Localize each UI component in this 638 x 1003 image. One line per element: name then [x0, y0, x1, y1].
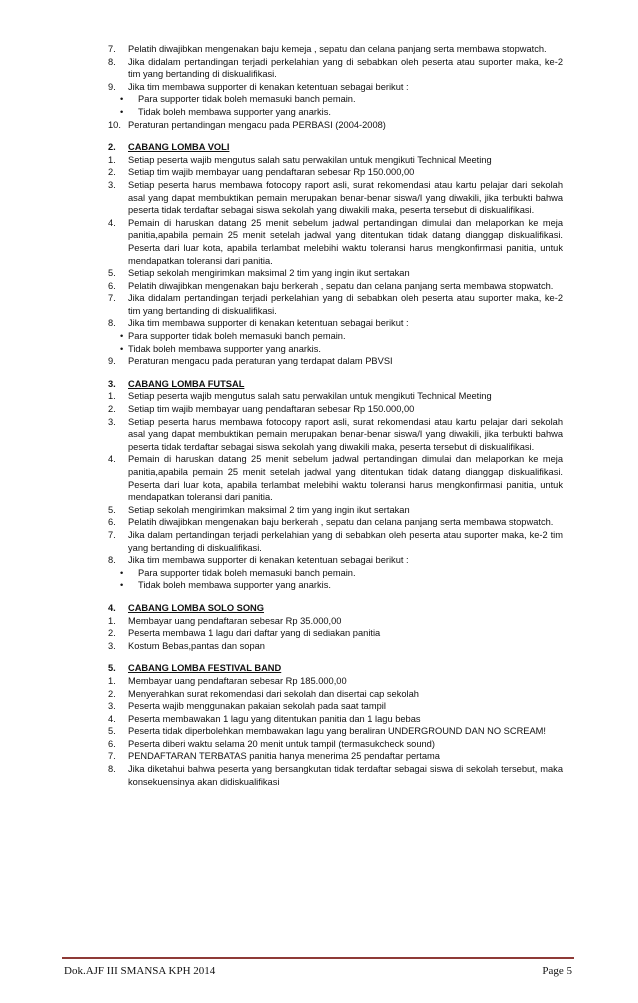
rule-number: 7. — [108, 44, 116, 54]
section-heading — [108, 662, 563, 675]
rule-list — [108, 675, 563, 788]
bullet-item — [120, 579, 563, 592]
rule-list — [108, 390, 563, 592]
rule-text: Jika didalam pertandingan terjadi perkelahian yang di sebabkan oleh peserta atau suporter maka, ke-2 tim yang bertanding di diskualifikasi. — [128, 293, 563, 316]
rule-item — [108, 154, 563, 167]
bullet-dot-icon: • — [120, 567, 124, 578]
section-title: CABANG LOMBA SOLO SONG — [128, 602, 265, 613]
rule-text: Menyerahkan surat rekomendasi dari sekolah dan disertai cap sekolah — [128, 688, 419, 699]
section-number: 4. — [108, 602, 116, 613]
rule-item — [108, 317, 563, 330]
section-2 — [108, 378, 563, 592]
footer-document-label: Dok.AJF III SMANSA KPH 2014 — [64, 965, 216, 977]
rule-item — [108, 43, 563, 56]
rule-item — [108, 738, 563, 751]
rule-number: 9. — [108, 81, 116, 92]
rule-text: Kostum Bebas,pantas dan sopan — [128, 640, 265, 651]
rule-text: Jika dalam pertandingan terjadi perkelahian yang di sebabkan oleh peserta atau suporter maka, ke-2 tim yang bertanding di diskualifikasi. — [128, 529, 563, 553]
rule-number: 9. — [108, 356, 116, 367]
rule-text: PENDAFTARAN TERBATAS panitia hanya menerima 25 pendaftar pertama — [128, 751, 440, 762]
rule-item — [108, 166, 563, 179]
rule-text: Setiap sekolah mengirimkan maksimal 2 tim yang ingin ikut sertakan — [128, 504, 410, 515]
rule-item — [108, 675, 563, 688]
bullet-text: Tidak boleh membawa supporter yang anarkis. — [138, 580, 331, 591]
bullet-item — [120, 93, 563, 106]
footer-rule — [62, 957, 574, 959]
bullet-item — [120, 567, 563, 580]
rule-item — [108, 416, 563, 454]
section-heading — [108, 141, 563, 154]
rule-item — [108, 355, 563, 368]
bullet-text: Para supporter tidak boleh memasuki banch pemain. — [128, 331, 346, 342]
rule-item — [108, 217, 563, 267]
rule-number: 3. — [108, 416, 116, 427]
rule-number: 7. — [108, 529, 116, 540]
rule-number: 1. — [108, 391, 116, 402]
rule-number: 10. — [108, 119, 121, 130]
rule-text: Peserta membawakan 1 lagu yang ditentukan panitia dan 1 lagu bebas — [128, 713, 421, 724]
rule-item — [108, 179, 563, 217]
section-number: 3. — [108, 378, 116, 389]
section-number: 5. — [108, 663, 116, 674]
rule-item — [108, 688, 563, 701]
rule-number: 7. — [108, 293, 116, 304]
rule-text: Setiap sekolah mengirimkan maksimal 2 tim yang ingin ikut sertakan — [128, 268, 410, 279]
rule-number: 6. — [108, 738, 116, 749]
rule-text: Setiap tim wajib membayar uang pendaftaran sebesar Rp 150.000,00 — [128, 167, 415, 178]
rule-item — [108, 750, 563, 763]
bullet-dot-icon: • — [120, 94, 124, 105]
rule-number: 1. — [108, 675, 116, 686]
rule-text: Peserta wajib menggunakan pakaian sekolah pada saat tampil — [128, 701, 386, 712]
rule-item — [108, 280, 563, 293]
rule-number: 1. — [108, 154, 116, 165]
rule-text: Setiap peserta harus membawa fotocopy raport asli, surat rekomendasi atau kartu pelajar dari sekolah asal yang dapat membuktikan pemain merupakan benar-benar siswa/I yang diwakili, jika terbukti bahwa peserta tidak terdaftar sebagai siswa sekolah yang diwakili maka, peserta tersebut di diskualifikasi. — [128, 179, 563, 216]
section-3 — [108, 602, 563, 652]
rule-text: Peraturan pertandingan mengacu pada PERBASI (2004-2008) — [128, 119, 386, 130]
rule-list — [108, 43, 563, 131]
section-title: CABANG LOMBA FUTSAL — [128, 378, 245, 389]
rule-number: 2. — [108, 404, 116, 415]
rule-item — [108, 267, 563, 280]
bullet-item — [120, 106, 563, 119]
rule-item — [108, 725, 563, 738]
rule-list — [108, 615, 563, 653]
bullet-dot-icon: • — [120, 343, 124, 354]
rule-text: Setiap peserta wajib mengutus salah satu perwakilan untuk mengikuti Technical Meeting — [128, 154, 492, 165]
section-number: 2. — [108, 142, 116, 153]
section-4 — [108, 662, 563, 788]
rule-text: Peserta tidak diperbolehkan membawakan lagu yang beraliran UNDERGROUND DAN NO SCREAM! — [128, 726, 547, 737]
rule-item — [108, 504, 563, 517]
bullet-dot-icon: • — [120, 331, 124, 342]
rule-item — [108, 554, 563, 567]
rule-text: Jika diketahui bahwa peserta yang bersangkutan tidak terdaftar sebagai siswa di sekolah tersebut, maka konsekuensinya akan didiskualifikasi — [128, 764, 563, 787]
rule-text: Setiap peserta harus membawa fotocopy raport asli, surat rekomendasi atau kartu pelajar dari sekolah asal yang dapat membuktikan pemain merupakan benar-benar siswa/I yang diwakili, jika terbukti bahwa peserta tidak terdaftar sebagai siswa sekolah yang diwakili maka, peserta tersebut di diskualifikasi. — [128, 416, 563, 452]
footer-page-number: Page 5 — [542, 965, 572, 977]
rule-number: 8. — [108, 318, 116, 329]
rule-item — [108, 763, 563, 788]
rule-number: 5. — [108, 726, 116, 737]
rule-text: Membayar uang pendaftaran sebesar Rp 185.000,00 — [128, 675, 347, 686]
bullet-text: Tidak boleh membawa supporter yang anarkis. — [138, 106, 331, 117]
section-0 — [108, 43, 563, 131]
rule-text: Setiap peserta wajib mengutus salah satu perwakilan untuk mengikuti Technical Meeting — [128, 391, 492, 402]
rule-item — [108, 292, 563, 317]
rule-item — [108, 627, 563, 640]
section-heading — [108, 378, 563, 391]
rule-text: Peserta diberi waktu selama 20 menit untuk tampil (termasukcheck sound) — [128, 738, 435, 749]
bullet-dot-icon: • — [120, 106, 124, 117]
bullet-text: Para supporter tidak boleh memasuki banch pemain. — [138, 567, 356, 578]
rule-number: 3. — [108, 179, 116, 190]
rule-number: 4. — [108, 217, 116, 228]
rule-text: Jika tim membawa supporter di kenakan ketentuan sebagai berikut : — [128, 318, 409, 329]
rule-item — [108, 516, 563, 529]
rule-number: 2. — [108, 688, 116, 699]
rule-item — [108, 640, 563, 653]
section-title: CABANG LOMBA FESTIVAL BAND — [128, 663, 282, 674]
document-body — [108, 43, 563, 788]
rule-number: 2. — [108, 628, 116, 639]
rule-text: Pemain di haruskan datang 25 menit sebelum jadwal pertandingan dimulai dan melaporkan ke meja panitia,apabila pemain 25 menit setelah jadwal yang ditentukan tidak datang dianggap diskualifikasi. Peserta dari luar kota, apabila terlambat melebihi waktu toleransi harus mengkonfirmasi panitia, untuk mendapatkan toleransi dari panitia. — [128, 454, 563, 503]
rule-number: 5. — [108, 504, 116, 515]
section-title: CABANG LOMBA VOLI — [128, 142, 230, 153]
rule-item — [108, 81, 563, 94]
rule-text: Peraturan mengacu pada peraturan yang terdapat dalam PBVSI — [128, 356, 393, 367]
bullet-item — [120, 343, 563, 356]
rule-number: 8. — [108, 56, 116, 67]
bullet-text: Tidak boleh membawa supporter yang anarkis. — [128, 343, 321, 354]
rule-text: Setiap tim wajib membayar uang pendaftaran sebesar Rp 150.000,00 — [128, 404, 415, 415]
rule-text: Jika tim membawa supporter di kenakan ketentuan sebagai berikut : — [128, 81, 409, 92]
rule-number: 3. — [108, 701, 116, 712]
rule-text: Pelatih diwajibkan mengenakan baju berkerah , sepatu dan celana panjang serta membawa stopwatch. — [128, 517, 554, 528]
rule-number: 2. — [108, 167, 116, 178]
rule-text: Jika didalam pertandingan terjadi perkelahian yang di sebabkan oleh peserta atau suporter maka, ke-2 tim yang bertanding di diskualifikasi. — [128, 56, 563, 80]
rule-text: Jika tim membawa supporter di kenakan ketentuan sebagai berikut : — [128, 555, 409, 566]
rule-number: 7. — [108, 751, 116, 762]
rule-item — [108, 453, 563, 503]
rule-text: Pelatih diwajibkan mengenakan baju berkerah , sepatu dan celana panjang serta membawa stopwatch. — [128, 280, 554, 291]
rule-item — [108, 403, 563, 416]
rule-list — [108, 154, 563, 368]
rule-item — [108, 700, 563, 713]
rule-item — [108, 390, 563, 403]
bullet-item — [120, 330, 563, 343]
rule-text: Pemain di haruskan datang 25 menit sebelum jadwal pertandingan dimulai dan melaporkan ke meja panitia,apabila pemain 25 menit setelah jadwal yang ditentukan tidak datang dianggap diskualifikasi. Peserta dari luar kota, apabila terlambat melebihi waktu toleransi harus mengkonfirmasi panitia, untuk mendapatkan toleransi dari panitia. — [128, 217, 563, 266]
rule-text: Membayar uang pendaftaran sebesar Rp 35.000,00 — [128, 615, 342, 626]
rule-number: 5. — [108, 268, 116, 279]
rule-number: 1. — [108, 615, 116, 626]
rule-number: 3. — [108, 640, 116, 651]
rule-number: 8. — [108, 764, 116, 775]
rule-number: 4. — [108, 454, 116, 465]
rule-text: Pelatih diwajibkan mengenakan baju kemeja , sepatu dan celana panjang serta membawa stopwatch. — [128, 44, 547, 54]
section-1 — [108, 141, 563, 368]
rule-number: 8. — [108, 555, 116, 566]
rule-number: 4. — [108, 713, 116, 724]
bullet-text: Para supporter tidak boleh memasuki banch pemain. — [138, 94, 356, 105]
rule-number: 6. — [108, 517, 116, 528]
rule-item — [108, 56, 563, 81]
rule-item — [108, 713, 563, 726]
bullet-dot-icon: • — [120, 580, 124, 591]
section-heading — [108, 602, 563, 615]
rule-number: 6. — [108, 280, 116, 291]
rule-item — [108, 529, 563, 554]
rule-item — [108, 119, 563, 132]
rule-item — [108, 615, 563, 628]
rule-text: Peserta membawa 1 lagu dari daftar yang di sediakan panitia — [128, 628, 381, 639]
